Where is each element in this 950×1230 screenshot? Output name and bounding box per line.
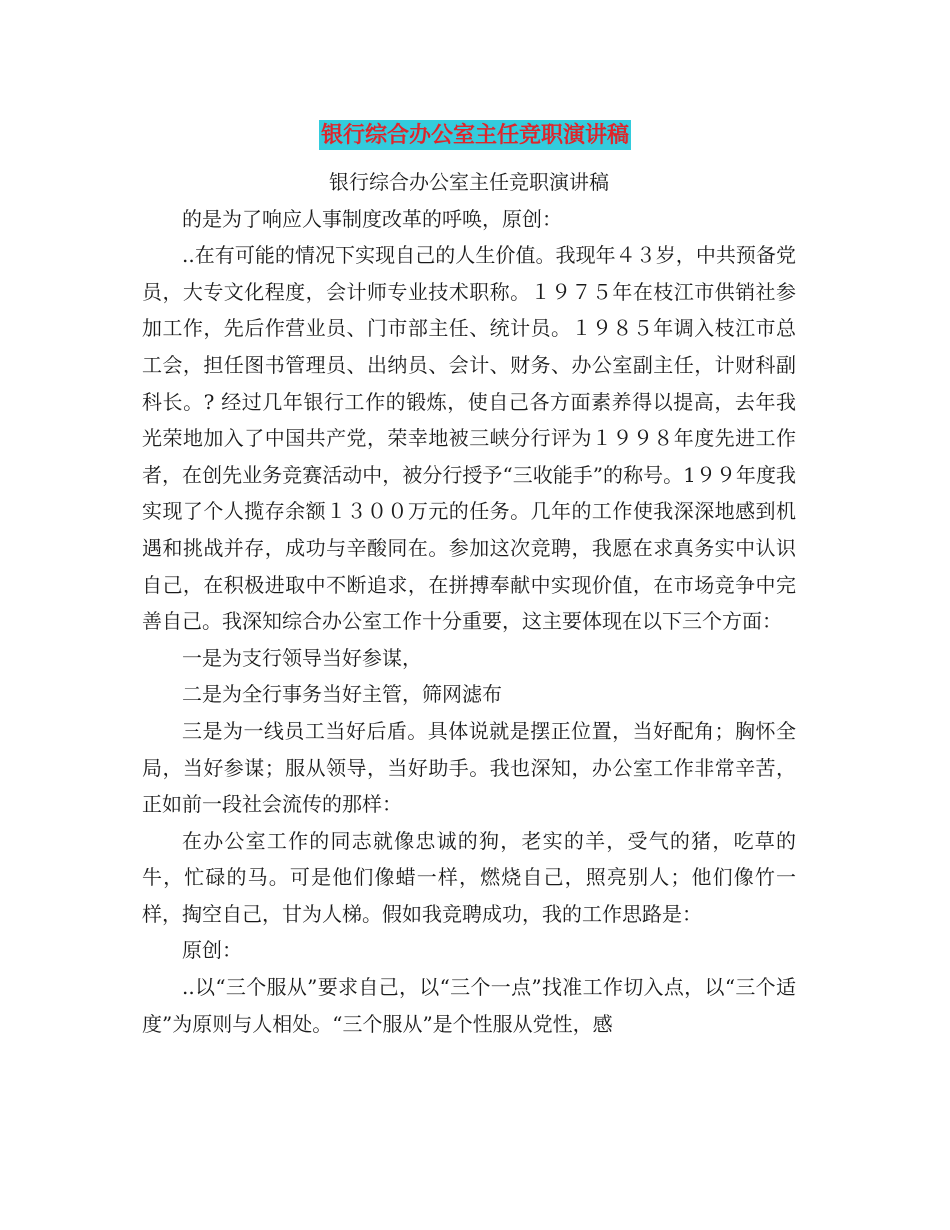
paragraph: 一是为支行领导当好参谋， (182, 645, 422, 670)
document-subtitle: 银行综合办公室主任竞职演讲稿 (329, 170, 609, 194)
paragraph: ..在有可能的情况下实现自己的人生价值。我现年４３岁，中共预备党员，大专文化程度，会计师专业技术职称。１９７５年在枝江市供销社参加工作，先后作营业员、门市部主任、统计员。１９８５年调入枝江市总工会，担任图书管理员、出纳员、会计、财务、办公室副主任，计财科副科长。? 经过几年银行工作的锻炼，使自己各方面素养得以提高，去年我光荣地加入了中国共产党，荣幸地被三峡分行评为１９９８年度先进工作者，在创先业务竞赛活动中，被分行授予“三收能手”的称号。1９９年度我实现了个人揽存余额１３００万元的任务。几年的工作使我深深地感到机遇和挑战并存，成功与辛酸同在。参加这次竞聘，我愿在求真务实中认识自己，在积极进取中不断追求，在拼搏奉献中实现价值，在市场竞争中完善自己。我深知综合办公室工作十分重要，这主要体现在以下三个方面： (142, 243, 796, 634)
document-title-heading (0, 113, 950, 150)
document-body (142, 164, 796, 1042)
paragraph: 在办公室工作的同志就像忠诚的狗，老实的羊，受气的猪，吃草的牛，忙碌的马。可是他们像蜡一样，燃烧自己，照亮别人；他们像竹一样，掏空自己，甘为人梯。假如我竞聘成功，我的工作思路是： (142, 828, 796, 926)
document-title: 银行综合办公室主任竞职演讲稿 (320, 122, 629, 148)
paragraph: 的是为了响应人事制度改革的呼唤，原创： (182, 206, 562, 231)
paragraph: 原创： (182, 938, 242, 963)
paragraph: ..以“三个服从”要求自己，以“三个一点”找准工作切入点，以“三个适度”为原则与人相处。“三个服从”是个性服从党性，感 (142, 975, 796, 1036)
paragraph: 三是为一线员工当好后盾。具体说就是摆正位置，当好配角；胸怀全局，当好参谋；服从领导，当好助手。我也深知，办公室工作非常辛苦，正如前一段社会流传的那样： (142, 718, 796, 817)
paragraph: 二是为全行事务当好主管，筛网滤布 (182, 682, 502, 707)
